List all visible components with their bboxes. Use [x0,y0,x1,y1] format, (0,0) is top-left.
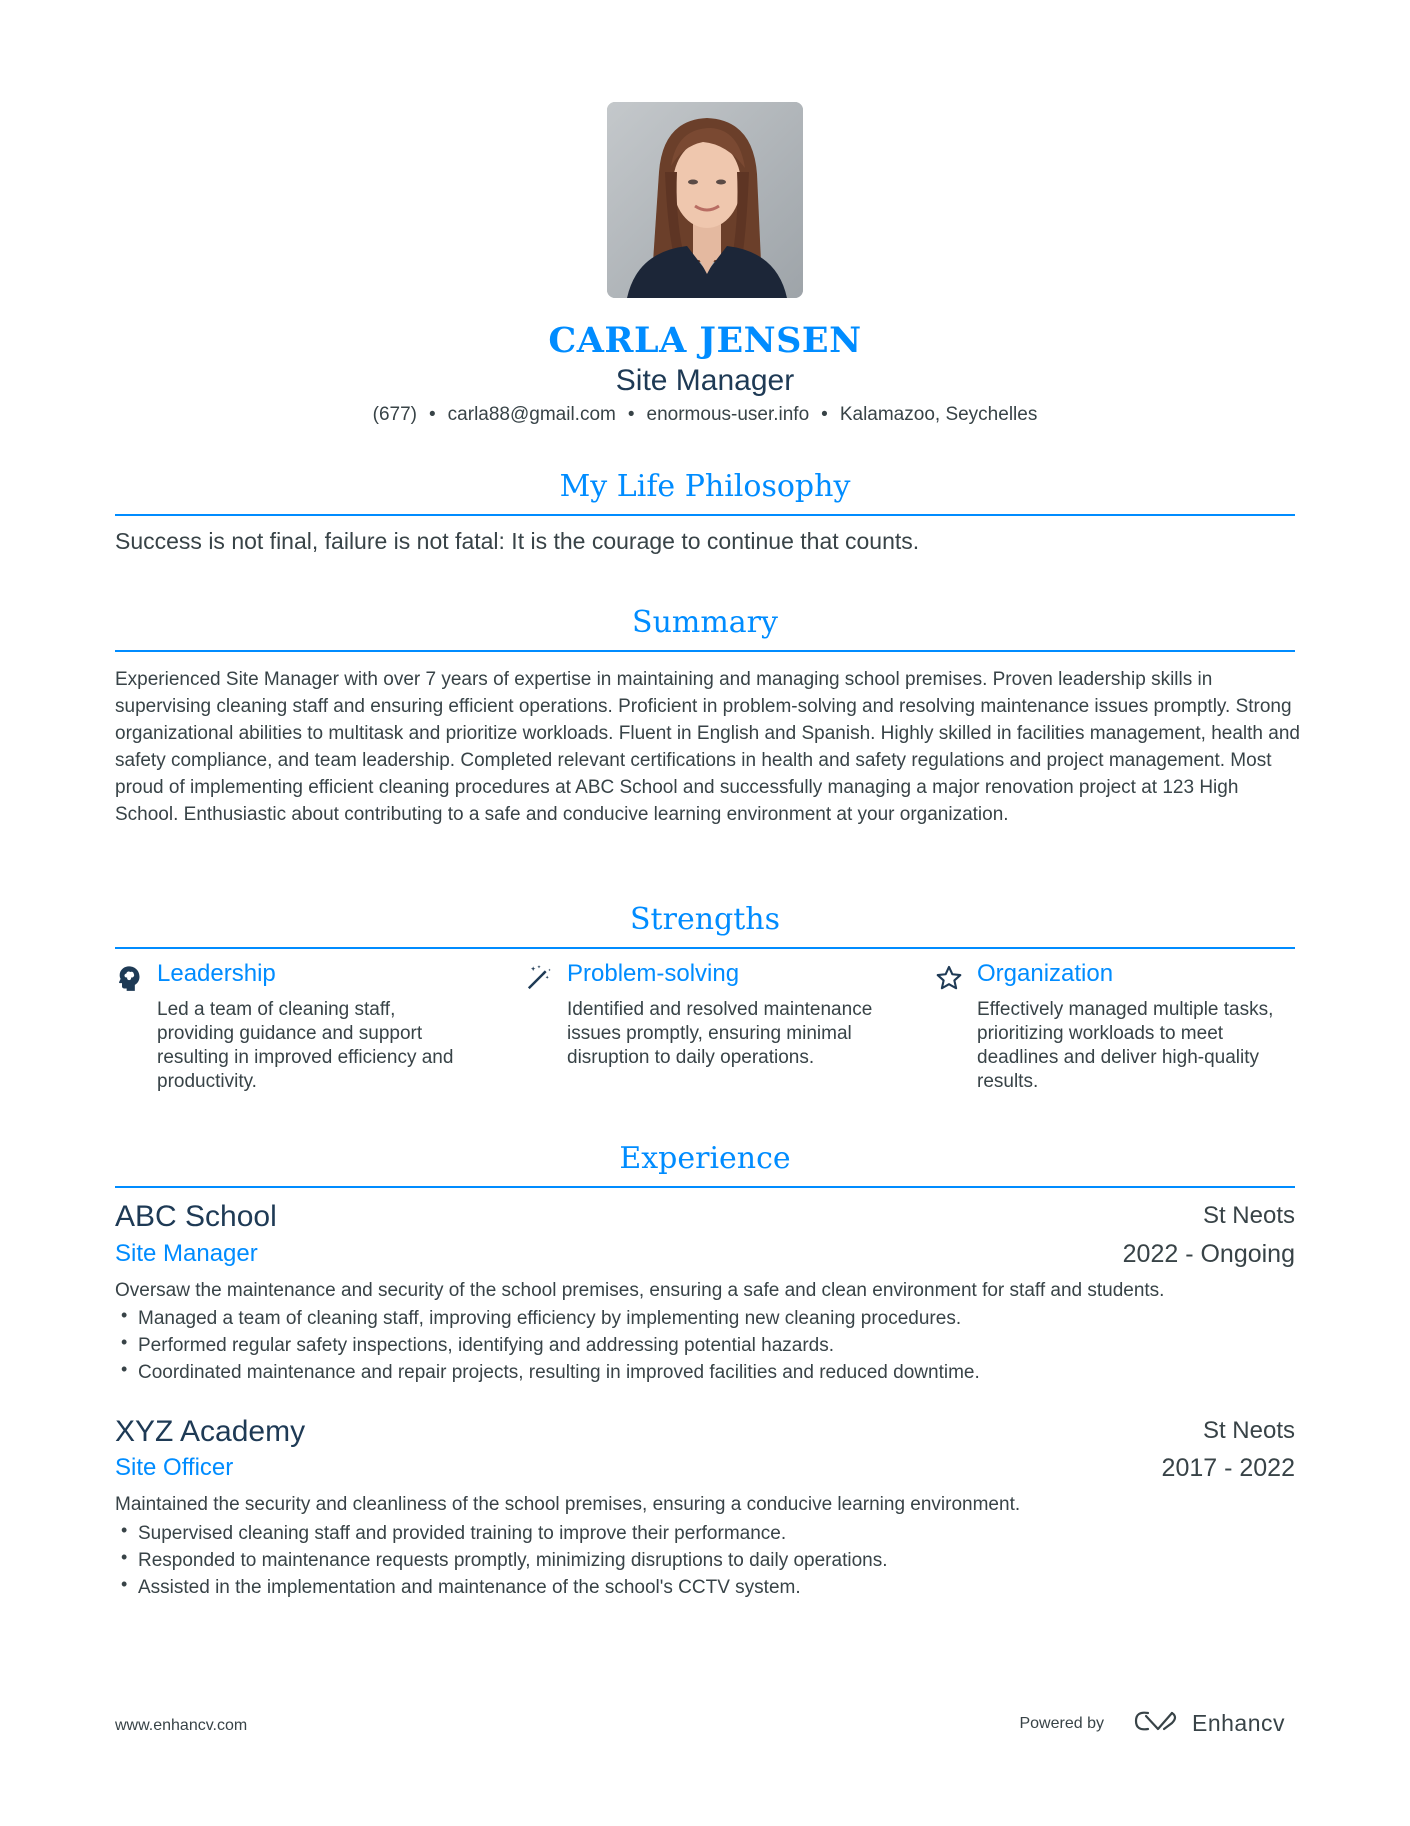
candidate-title: Site Manager [615,364,795,397]
contact-line [0,404,1410,426]
job-description: Oversaw the maintenance and security of the school premises, ensuring a safe and clean environment for staff and students. [115,1280,1165,1301]
job-location: St Neots [1202,1202,1295,1229]
job-bullet-list [118,1305,1298,1386]
job-company: ABC School [115,1200,277,1233]
magic-wand-icon [525,964,553,992]
job-description: Maintained the security and cleanliness of the school premises, ensuring a conducive learning environment. [115,1494,1021,1515]
philosophy-text: Success is not final, failure is not fatal: It is the courage to continue that counts. [115,528,920,554]
strength-title: Organization [977,960,1114,987]
job-bullet: • Coordinated maintenance and repair projects, resulting in improved facilities and reduced downtime. [118,1359,1298,1386]
section-heading-strengths: Strengths [630,902,780,937]
portrait-image [607,102,803,298]
job-dates: 2022 - Ongoing [1122,1240,1295,1268]
enhancv-logo-icon [1132,1708,1180,1739]
strength-description: Led a team of cleaning staff, providing guidance and support resulting in improved efficiency and productivity. [157,999,454,1092]
head-brain-icon [115,964,143,992]
job-role: Site Manager [115,1240,258,1267]
job-location: St Neots [1202,1417,1295,1444]
section-heading-summary: Summary [632,605,778,640]
job-company: XYZ Academy [115,1415,306,1448]
profile-photo [607,102,803,298]
job-role: Site Officer [115,1454,234,1481]
section-divider [115,650,1295,652]
contact-email[interactable]: carla88@gmail.com [447,404,616,425]
separator-dot: • [627,404,635,425]
separator-dot: • [821,404,828,425]
separator-dot: • [429,404,436,425]
footer-website-link[interactable]: www.enhancv.com [115,1717,248,1734]
strength-title: Leadership [157,960,276,987]
job-dates: 2017 - 2022 [1161,1454,1295,1482]
job-bullet: • Assisted in the implementation and maintenance of the school's CCTV system. [118,1574,1298,1601]
contact-phone[interactable]: (677) [372,404,418,425]
star-icon [935,964,963,992]
job-bullet: • Managed a team of cleaning staff, improving efficiency by implementing new cleaning procedures. [118,1305,1298,1332]
section-divider [115,947,1295,949]
section-heading-experience: Experience [619,1141,791,1176]
section-heading-philosophy: My Life Philosophy [559,469,851,504]
strength-description: Identified and resolved maintenance issues promptly, ensuring minimal disruption to daily operations. [567,999,873,1068]
job-bullet: • Responded to maintenance requests promptly, minimizing disruptions to daily operations. [118,1547,1298,1574]
section-divider [115,514,1295,516]
job-bullet-list [118,1520,1298,1601]
contact-website[interactable]: enormous-user.info [646,404,810,425]
candidate-name: CARLA JENSEN [548,320,862,361]
footer-branding [1019,1708,1285,1739]
job-bullet: • Performed regular safety inspections, identifying and addressing potential hazards. [118,1332,1298,1359]
strength-description: Effectively managed multiple tasks, prioritizing workloads to meet deadlines and deliver high-quality results. [977,999,1274,1092]
job-bullet: • Supervised cleaning staff and provided training to improve their performance. [118,1520,1298,1547]
summary-text: Experienced Site Manager with over 7 years of expertise in maintaining and managing school premises. Proven leadership skills in supervising cleaning staff and ensuring efficient operations. Proficient in problem-solving and resolving maintenance issues promptly. Strong organizational abilities to multitask and prioritize workloads. Fluent in English and Spanish. Highly skilled in facilities management, health and safety compliance, and team leadership. Completed relevant certifications in health and safety regulations and project management. Most proud of implementing efficient cleaning procedures at ABC School and successfully managing a major renovation project at 123 High School. Enthusiastic about contributing to a safe and conducive learning environment at your organization. [115,669,1300,825]
powered-by-label: Powered by [1019,1714,1104,1732]
contact-location: Kalamazoo, Seychelles [839,404,1038,425]
section-divider [115,1186,1295,1188]
enhancv-brand-name[interactable]: Enhancv [1191,1710,1285,1736]
strength-title: Problem-solving [567,960,740,987]
